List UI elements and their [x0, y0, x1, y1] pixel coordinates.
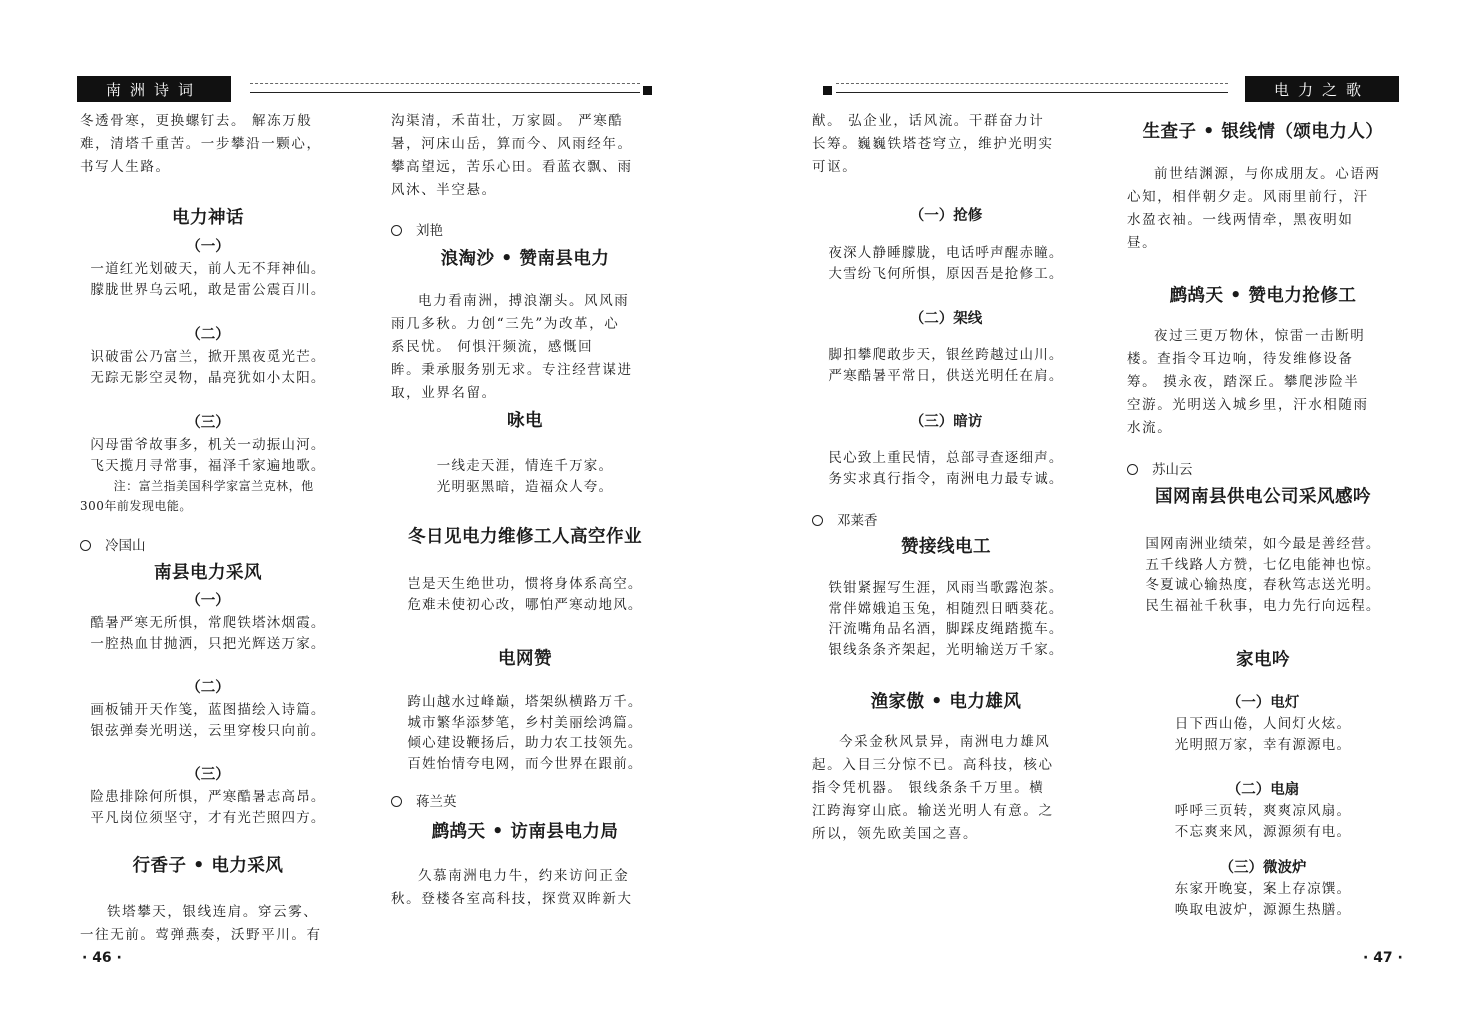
verse-line: 务实求真行指令，南洲电力最专诚。 — [828, 470, 1064, 487]
verse-line: 无踪无影空灵物，晶亮犹如小太阳。 — [90, 369, 326, 386]
poem-title: 南县电力采风 — [154, 563, 262, 583]
verse-line: 暑，河床山岳，算而今、风雨经年。 — [391, 136, 633, 152]
page-header-title: 电力之歌 — [1245, 76, 1399, 102]
author-line — [1127, 458, 1399, 478]
page-header-title: 南洲诗词 — [77, 76, 231, 102]
verse-line: 猷。 弘企业，话风流。干群奋力计 — [812, 113, 1045, 129]
stanza-heading: （三） — [186, 767, 230, 783]
verse-line: 民生福祉千秋事，电力先行向远程。 — [1145, 597, 1381, 614]
verse-line: 呼呼三页转，爽爽凉风扇。 — [1174, 803, 1352, 819]
right-page — [737, 0, 1474, 1020]
author-line — [812, 509, 1080, 529]
stanza-heading: （一）电灯 — [1226, 695, 1300, 711]
verse-line: 秋。登楼各室高科技，探赏双眸新大 — [391, 891, 633, 907]
right-page-column-1 — [812, 110, 1080, 846]
circle-bullet-icon — [391, 225, 402, 236]
left-page-column-2 — [391, 110, 659, 911]
stanza-heading: （一）抢修 — [909, 208, 983, 224]
verse-line: 夜过三更万物休，惊雷一击断明 — [1154, 328, 1366, 344]
verse-line: 五千线路人方赞，七亿电能神也惊。 — [1145, 556, 1381, 573]
footnote: 注：富兰指美国科学家富兰克林，他 — [113, 479, 314, 493]
verse-line: 可讴。 — [812, 159, 858, 175]
verse-line: 难，清塔千重苦。一步攀沿一颗心， — [80, 136, 322, 152]
verse-line: 一线走天涯，情连千万家。 — [436, 458, 614, 474]
verse-line: 一往无前。莺弹燕奏，沃野平川。有 — [80, 927, 322, 943]
verse-line: 城市繁华添梦笔，乡村美丽绘鸿篇。 — [407, 714, 643, 731]
poem-title: 浪淘沙 • 赞南县电力 — [440, 249, 610, 269]
verse-line: 不忘爽来风，源源须有电。 — [1174, 823, 1352, 840]
verse-line: 日下西山倦，人间灯火炫。 — [1174, 716, 1352, 732]
poem-title: 渔家傲 • 电力雄风 — [870, 692, 1022, 712]
stanza-heading: （一） — [186, 239, 230, 255]
page-number: · 46 · — [82, 950, 122, 966]
verse-line: 常伴嫦娥追玉兔，相随烈日晒葵花。 — [828, 600, 1064, 617]
header-rule — [836, 83, 1228, 93]
verse-line: 朦胧世界乌云吼，敢是雷公震百川。 — [90, 281, 326, 298]
verse-line: 跨山越水过峰巅，塔架纵横路万千。 — [407, 694, 643, 710]
verse-line: 水盈衣袖。一线两情牵，黑夜明如 — [1127, 212, 1354, 228]
verse-line: 光明驱黑暗，造福众人夸。 — [436, 478, 614, 495]
stanza-heading: （三）暗访 — [909, 414, 983, 430]
verse-line: 国网南洲业绩荣，如今最是善经营。 — [1145, 536, 1381, 552]
verse-line: 识破雷公乃富兰，掀开黑夜觅光芒。 — [90, 349, 326, 365]
verse-line: 昼。 — [1127, 235, 1158, 251]
author-name: 冷国山 — [105, 538, 146, 554]
verse-line: 汗流嘴角品名酒，脚踩皮绳踏揽车。 — [828, 621, 1064, 637]
verse-line: 电力看南洲，搏浪潮头。风风雨 — [418, 293, 630, 309]
poem-title: 行香子 • 电力采风 — [132, 856, 284, 876]
stanza-heading: （一） — [186, 593, 230, 609]
verse-line: 铁塔攀天，银线连肩。穿云雾、 — [107, 904, 319, 920]
poem-title: 电网赞 — [498, 649, 552, 669]
stanza-heading: （三）微波炉 — [1219, 860, 1307, 876]
verse-line: 风沐、半空悬。 — [391, 182, 497, 198]
verse-line: 筹。 摸永夜，踏深丘。攀爬涉险半 — [1127, 374, 1360, 390]
stanza-heading: （三） — [186, 415, 230, 431]
author-line — [391, 219, 659, 239]
circle-bullet-icon — [1127, 464, 1138, 475]
verse-line: 百姓怡情夸电网，而今世界在跟前。 — [407, 755, 643, 772]
verse-line: 严寒酷暑平常日，供送光明任在肩。 — [828, 367, 1064, 384]
author-name: 刘艳 — [416, 223, 443, 239]
verse-line: 冬夏诚心输热度，春秋笃志送光明。 — [1145, 577, 1381, 593]
verse-line: 东家开晚宴，案上存凉馔。 — [1174, 881, 1352, 897]
author-line — [391, 790, 659, 810]
verse-line: 夜深人静睡朦胧，电话呼声醒赤瞳。 — [828, 245, 1064, 261]
verse-line: 岂是天生绝世功，惯将身体系高空。 — [407, 576, 643, 592]
poem-title: 生查子 • 银线情（颂电力人） — [1142, 122, 1384, 142]
poem-title: 电力神话 — [172, 208, 244, 228]
footnote: 300年前发现电能。 — [80, 499, 192, 513]
verse-line: 冬透骨寒，更换螺钉去。 解冻万般 — [80, 113, 313, 129]
verse-line: 起。入目三分惊不已。高科技，核心 — [812, 757, 1054, 773]
stanza-heading: （二） — [186, 327, 230, 343]
verse-line: 沟渠清，禾苗壮，万家圆。 严寒酷 — [391, 113, 624, 129]
verse-line: 雨几多秋。力创“三先”为改革，心 — [391, 316, 620, 332]
verse-line: 系民忧。 何惧汗频流，感慨回 — [391, 339, 594, 355]
continued-verse — [80, 110, 336, 179]
stanza-heading: （二）架线 — [909, 311, 983, 327]
verse-line: 画板铺开天作笺，蓝图描绘入诗篇。 — [90, 702, 326, 718]
author-name: 蒋兰英 — [416, 794, 457, 810]
poem-title: 冬日见电力维修工人高空作业 — [408, 527, 642, 547]
author-line — [80, 534, 336, 554]
author-name: 苏山云 — [1152, 462, 1193, 478]
poem-title: 国网南县供电公司采风感吟 — [1155, 487, 1371, 507]
verse-line: 前世结渊源，与你成朋友。心语两 — [1154, 166, 1381, 182]
verse-line: 所以，领先欧美国之喜。 — [812, 826, 979, 842]
verse-line: 一腔热血甘抛洒，只把光辉送万家。 — [90, 635, 326, 652]
verse-line: 平凡岗位须坚守，才有光芒照四方。 — [90, 809, 326, 826]
verse-line: 酷暑严寒无所惧，常爬铁塔沐烟霞。 — [90, 615, 326, 631]
verse-line: 眸。秉承服务别无求。专注经营谋进 — [391, 362, 633, 378]
verse-line: 长筹。巍巍铁塔苍穹立，维护光明实 — [812, 136, 1054, 152]
verse-line: 铁钳紧握写生涯，风雨当歌露泡茶。 — [828, 580, 1064, 596]
stanza-heading: （二）电扇 — [1226, 782, 1300, 798]
verse-line: 今采金秋风景异，南洲电力雄风 — [839, 734, 1051, 750]
verse-line: 大雪纷飞何所惧，原因吾是抢修工。 — [828, 265, 1064, 282]
left-page-column-1 — [80, 110, 336, 947]
verse-line: 指令凭机器。 银线条条千万里。横 — [812, 780, 1045, 796]
verse-line: 光明照万家，幸有源源电。 — [1174, 736, 1352, 753]
verse-line: 飞天揽月寻常事，福泽千家遍地歌。 — [90, 457, 326, 474]
verse-line: 一道红光划破天，前人无不拜神仙。 — [90, 261, 326, 277]
verse-line: 倾心建设鞭扬后，助力农工技领先。 — [407, 735, 643, 751]
verse-line: 唤取电波炉，源源生热膳。 — [1174, 901, 1352, 918]
verse-line: 取，业界名留。 — [391, 385, 497, 401]
poem-title: 赞接线电工 — [901, 537, 991, 557]
verse-line: 空游。光明送入城乡里，汗水相随雨 — [1127, 397, 1369, 413]
header-square-mark — [823, 86, 832, 95]
verse-line: 攀高望远，苦乐心田。看蓝衣飘、雨 — [391, 159, 633, 175]
verse-line: 银线条条齐架起，光明输送万千家。 — [828, 641, 1064, 658]
right-page-column-2 — [1127, 110, 1399, 920]
verse-line: 脚扣攀爬敢步天，银丝跨越过山川。 — [828, 347, 1064, 363]
stanza-heading: （二） — [186, 680, 230, 696]
header-rule — [250, 83, 640, 93]
verse-line: 久慕南洲电力牛，约来访问正金 — [418, 868, 630, 884]
verse-line: 江跨海穿山底。输送光明人有意。之 — [812, 803, 1054, 819]
verse-line: 险患排除何所惧，严寒酷暑志高昂。 — [90, 789, 326, 805]
verse-line: 银弦弹奏光明送，云里穿梭只向前。 — [90, 722, 326, 739]
author-name: 邓莱香 — [837, 513, 878, 529]
verse-line: 危难未使初心改，哪怕严寒动地风。 — [407, 596, 643, 613]
verse-line: 闪母雷爷故事多，机关一动振山河。 — [90, 437, 326, 453]
poem-title: 鹧鸪天 • 访南县电力局 — [431, 822, 619, 842]
verse-line: 书写人生路。 — [80, 159, 171, 175]
poem-title: 咏电 — [507, 411, 543, 431]
continued-verse — [812, 110, 1080, 179]
poem-title: 鹧鸪天 • 赞电力抢修工 — [1169, 286, 1357, 306]
verse-line: 心知，相伴朝夕走。风雨里前行，汗 — [1127, 189, 1369, 205]
verse-line: 民心致上重民情，总部寻查逐细声。 — [828, 450, 1064, 466]
poem-title: 家电吟 — [1236, 650, 1290, 670]
circle-bullet-icon — [80, 540, 91, 551]
verse-line: 楼。查指令耳边响，待发维修设备 — [1127, 351, 1354, 367]
header-square-mark — [643, 86, 652, 95]
verse-line: 水流。 — [1127, 420, 1173, 436]
continued-verse — [391, 110, 659, 202]
circle-bullet-icon — [391, 796, 402, 807]
page-number: · 47 · — [1363, 950, 1403, 966]
circle-bullet-icon — [812, 515, 823, 526]
